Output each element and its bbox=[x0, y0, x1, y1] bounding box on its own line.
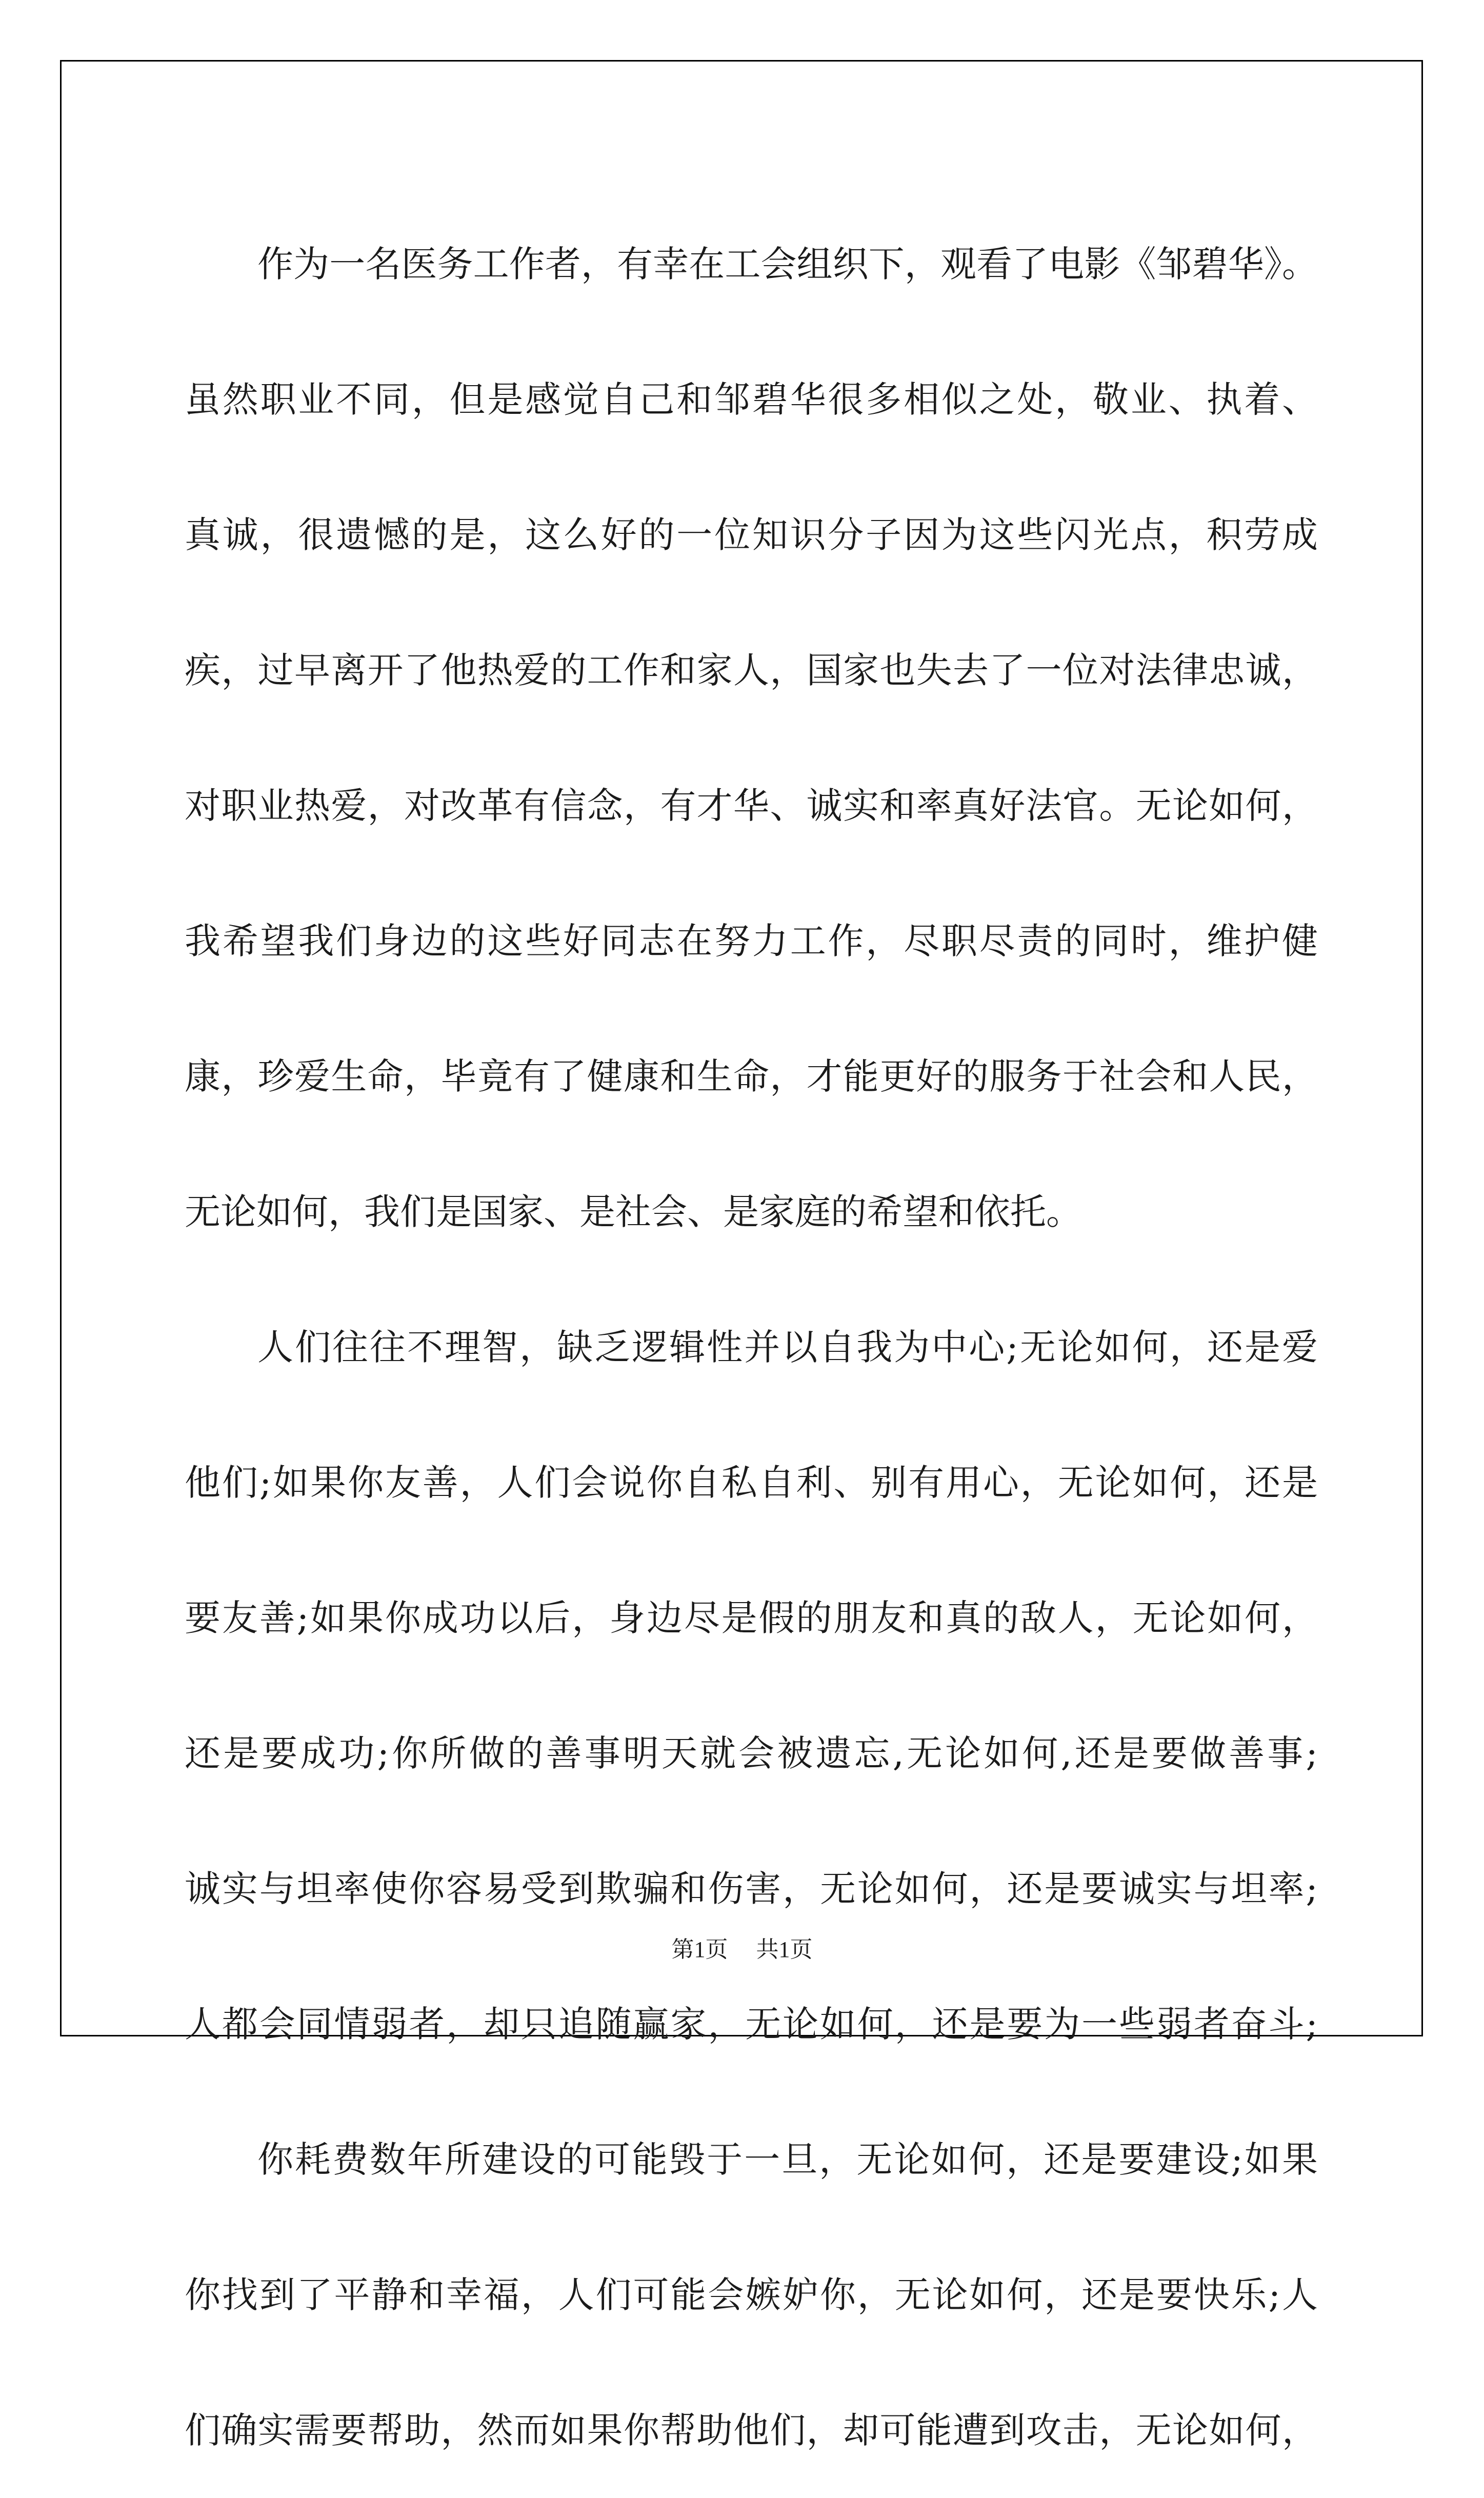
paragraph-2-line-2: 他们;如果你友善，人们会说你自私自利、别有用心，无论如何，还是 bbox=[185, 1462, 1318, 1504]
page-footer bbox=[0, 1931, 1484, 1964]
paragraph-1-line-8: 无论如何，我们是国家、是社会、是家庭的希望和依托。 bbox=[185, 1191, 1082, 1233]
paragraph-1-line-6: 我希望我们身边的这些好同志在努力工作，尽职尽责的同时，维护健 bbox=[185, 920, 1318, 962]
paragraph-2-line-5: 诚实与坦率使你容易受到欺骗和伤害，无论如何，还是要诚实与坦率; bbox=[185, 1868, 1318, 1910]
paragraph-1-line-2: 虽然职业不同，但是感觉自己和邹碧华很多相似之处，敬业、执着、 bbox=[185, 378, 1318, 421]
paragraph-2-line-6: 人都会同情弱者，却只追随赢家，无论如何，还是要为一些弱者奋斗; bbox=[185, 2003, 1318, 2045]
document-body bbox=[185, 196, 1318, 2498]
paragraph-1-line-7: 康，珍爱生命，毕竟有了健康和生命，才能更好的服务于社会和人民， bbox=[185, 1055, 1318, 1097]
page-number: 第1页 bbox=[671, 1937, 728, 1962]
paragraph-3-line-2: 你找到了平静和幸福，人们可能会嫉妒你，无论如何，还是要快乐;人 bbox=[185, 2274, 1318, 2316]
paragraph-1-line-5: 对职业热爱，对改革有信念，有才华、诚实和率真好法官。无论如何， bbox=[185, 785, 1318, 827]
paragraph-1-line-4: 疾，过早离开了他热爱的工作和家人，国家也失去了一位对法律忠诚， bbox=[185, 649, 1318, 691]
paragraph-1-line-3: 真诚，很遗憾的是，这么好的一位知识分子因为这些闪光点，积劳成 bbox=[185, 514, 1318, 556]
paragraph-3-line-1: 你耗费数年所建设的可能毁于一旦，无论如何，还是要建设;如果 bbox=[257, 2139, 1318, 2181]
paragraph-2-line-4: 还是要成功;你所做的善事明天就会被遗忘,无论如何,还是要做善事; bbox=[185, 1732, 1318, 1774]
paragraph-2-line-3: 要友善;如果你成功以后，身边尽是假的朋友和真的敌人，无论如何， bbox=[185, 1597, 1318, 1639]
page-total: 共1页 bbox=[756, 1937, 813, 1962]
paragraph-2-line-1: 人们往往不理智，缺乏逻辑性并以自我为中心;无论如何，还是爱 bbox=[257, 1326, 1318, 1368]
paragraph-1-line-1: 作为一名医务工作者，有幸在工会组织下，观看了电影《邹碧华》。 bbox=[257, 243, 1318, 285]
paragraph-3-line-3: 们确实需要帮助，然而如果你帮助他们，却可能遭到攻击，无论如何， bbox=[185, 2409, 1318, 2451]
